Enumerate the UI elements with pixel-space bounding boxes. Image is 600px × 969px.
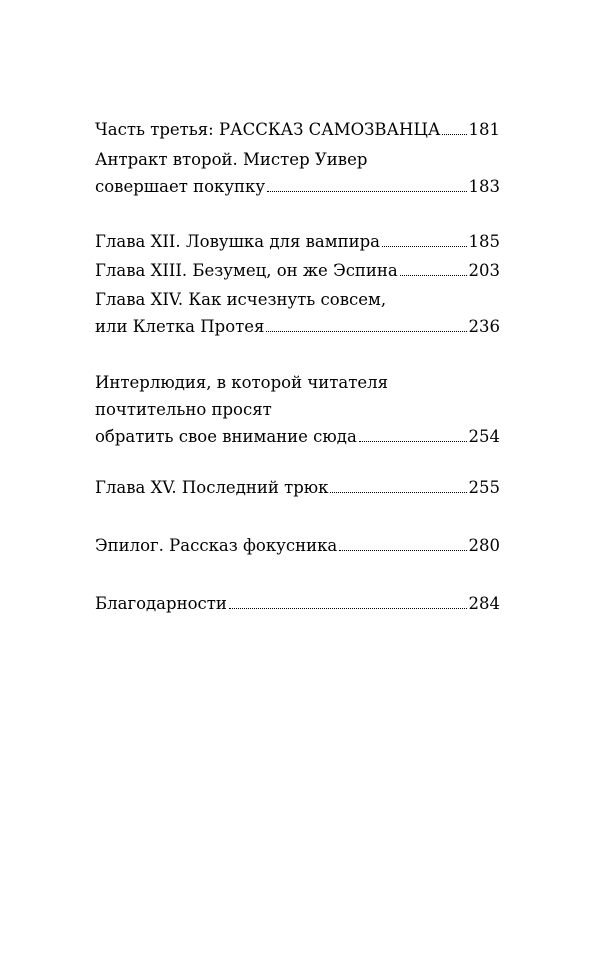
dot-leader <box>382 245 467 247</box>
toc-page-number: 181 <box>468 120 500 139</box>
dot-leader <box>339 549 466 551</box>
toc-entry-part-three[interactable] <box>95 116 500 143</box>
toc-page-number: 185 <box>468 232 500 251</box>
toc-entry-chapter-13[interactable] <box>95 257 500 284</box>
toc-entry-row <box>95 313 500 340</box>
toc-entry-chapter-14[interactable] <box>95 286 500 340</box>
toc-page-number: 255 <box>468 478 500 497</box>
toc-entry-title: Благодарности <box>95 594 227 613</box>
toc-entry-title-line: Интерлюдия, в которой читателя <box>95 373 388 392</box>
toc-entry-chapter-12[interactable] <box>95 228 500 255</box>
toc-entry-chapter-15[interactable] <box>95 474 500 501</box>
toc-entry-title-line: Антракт второй. Мистер Уивер <box>95 150 368 169</box>
toc-entry-acknowledgements[interactable] <box>95 590 500 617</box>
toc-page-number: 236 <box>468 317 500 336</box>
toc-entry-title: Глава XII. Ловушка для вампира <box>95 232 380 251</box>
toc-entry-title: обратить свое внимание сюда <box>95 427 357 446</box>
toc-entry-row <box>95 116 500 143</box>
dot-leader <box>267 190 466 192</box>
toc-entry-interlude[interactable] <box>95 369 500 450</box>
toc-entry-title: Эпилог. Рассказ фокусника <box>95 536 338 555</box>
toc-entry-row <box>95 228 500 255</box>
toc-entry-row <box>95 423 500 450</box>
toc-entry-epilogue[interactable] <box>95 532 500 559</box>
toc-entry-row <box>95 474 500 501</box>
toc-page-number: 254 <box>468 427 500 446</box>
toc-entry-title: или Клетка Протея <box>95 317 265 336</box>
toc-entry-title: Глава XV. Последний трюк <box>95 478 329 497</box>
toc-entry-title: Часть третья: РАССКАЗ САМОЗВАНЦА <box>95 120 441 139</box>
toc-entry-title-line: Глава XIV. Как исчезнуть совсем, <box>95 290 387 309</box>
toc-entry-row <box>95 257 500 284</box>
dot-leader <box>330 491 466 493</box>
toc-entry-entracte-two[interactable] <box>95 146 500 200</box>
dot-leader <box>442 133 466 135</box>
dot-leader <box>359 440 467 442</box>
toc-page-number: 284 <box>468 594 500 613</box>
toc-page-number: 183 <box>468 177 500 196</box>
dot-leader <box>400 274 467 276</box>
toc-entry-row <box>95 173 500 200</box>
toc-entry-row <box>95 590 500 617</box>
toc-entry-title-line: почтительно просят <box>95 400 272 419</box>
toc-entry-title: Глава XIII. Безумец, он же Эспина <box>95 261 398 280</box>
toc-entry-row <box>95 532 500 559</box>
toc-page-number: 280 <box>468 536 500 555</box>
dot-leader <box>229 607 467 609</box>
dot-leader <box>266 330 466 332</box>
toc-entry-title: совершает покупку <box>95 177 266 196</box>
toc-page-number: 203 <box>468 261 500 280</box>
